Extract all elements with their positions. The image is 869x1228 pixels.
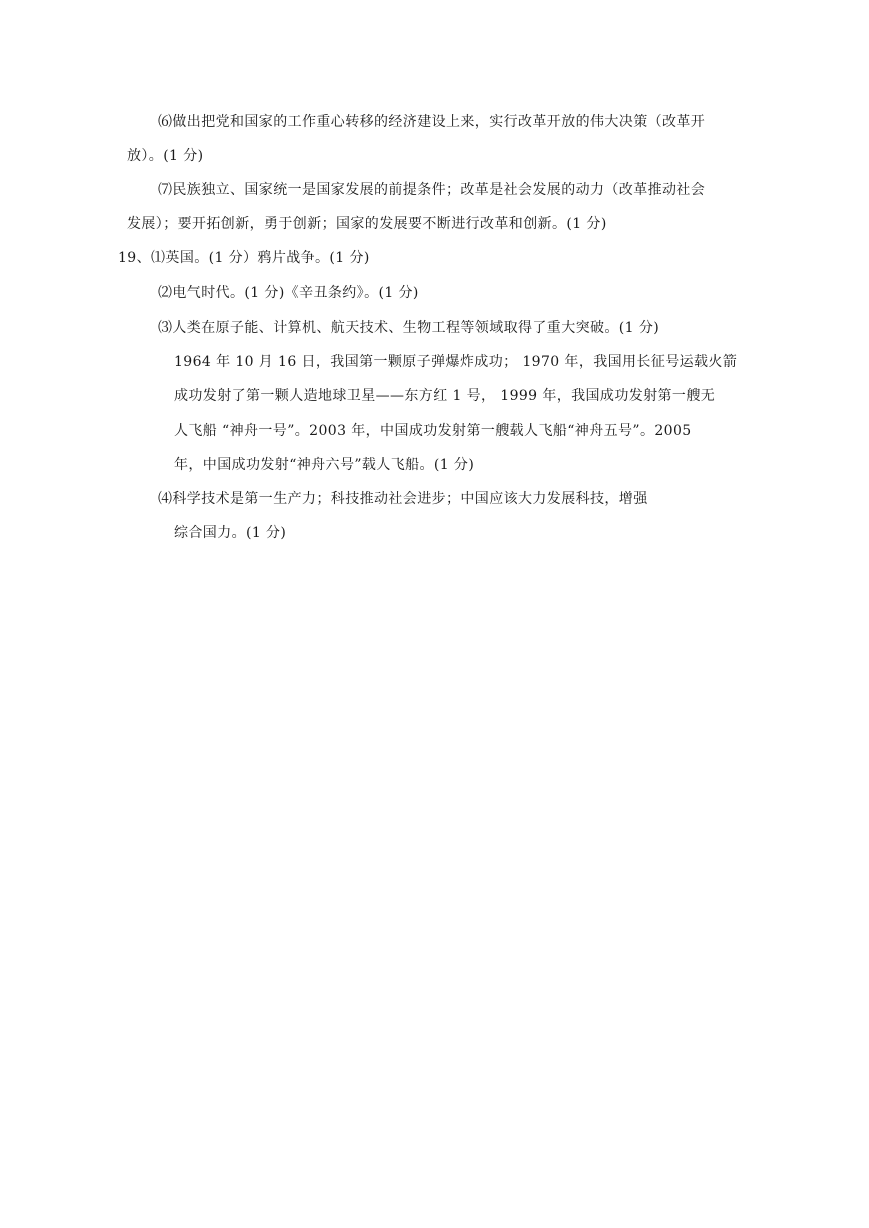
question-19-answer-1: 19、⑴英国。(1 分）鸦片战争。(1 分) (118, 250, 370, 266)
question-19-answer-4-line-2: 综合国力。(1 分) (174, 525, 287, 541)
question-19-answer-3-detail-line-1: 1964 年 10 月 16 日，我国第一颗原子弹爆炸成功； 1970 年，我国用长征号运载火箭 (174, 354, 738, 370)
question-19-answer-3: ⑶人类在原子能、计算机、航天技术、生物工程等领域取得了重大突破。(1 分) (158, 320, 660, 336)
answer-6-line-1: ⑹做出把党和国家的工作重心转移的经济建设上来，实行改革开放的伟大决策（改革开 (158, 114, 706, 130)
question-19-answer-3-detail-line-4: 年，中国成功发射“神舟六号”载人飞船。(1 分) (174, 457, 475, 473)
answer-6-line-2: 放）。(1 分) (127, 148, 204, 164)
question-19-answer-3-detail-line-3: 人飞船 “神舟一号”。2003 年，中国成功发射第一艘载人飞船“神舟五号”。2005 (174, 423, 692, 439)
question-19-answer-4-line-1: ⑷科学技术是第一生产力；科技推动社会进步；中国应该大力发展科技，增强 (158, 491, 648, 507)
question-19-answer-2: ⑵电气时代。(1 分)《辛丑条约》。(1 分) (158, 285, 419, 301)
answer-7-line-2: 发展）；要开拓创新，勇于创新；国家的发展要不断进行改革和创新。(1 分) (127, 216, 607, 232)
answer-7-line-1: ⑺民族独立、国家统一是国家发展的前提条件；改革是社会发展的动力（改革推动社会 (158, 182, 706, 198)
question-19-answer-3-detail-line-2: 成功发射了第一颗人造地球卫星——东方红 1 号， 1999 年，我国成功发射第一艘无 (174, 388, 716, 404)
